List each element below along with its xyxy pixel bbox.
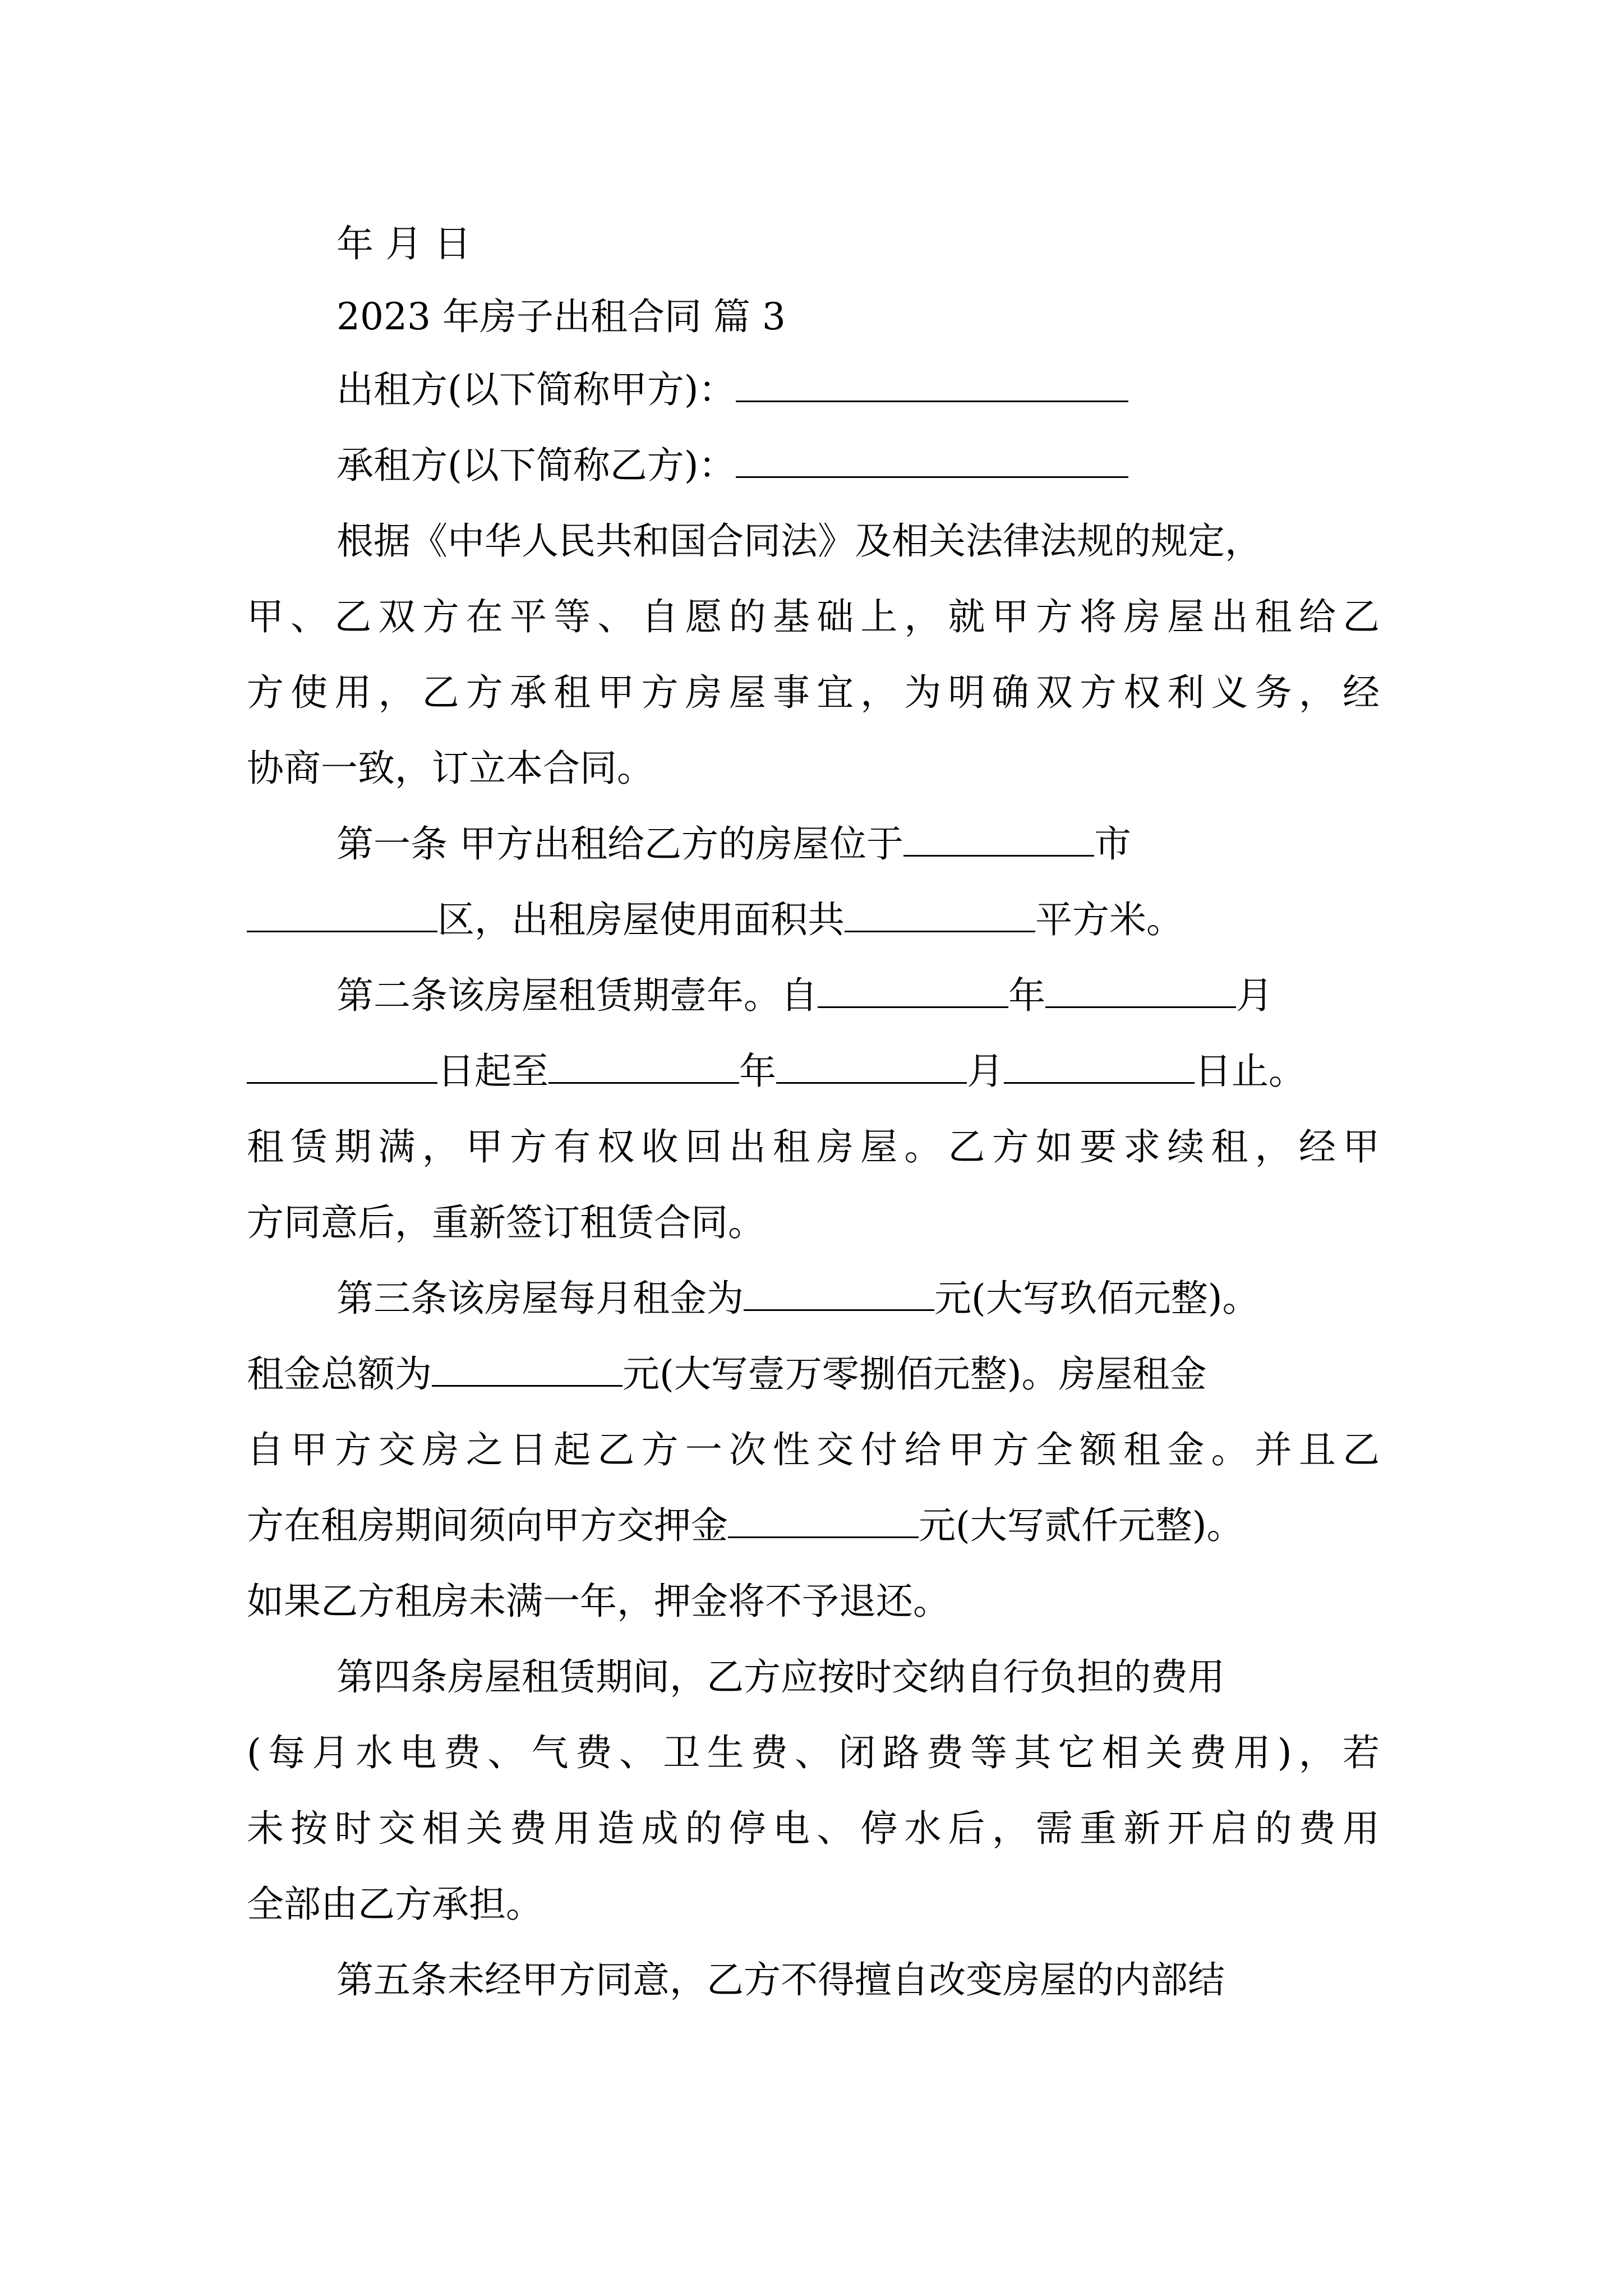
preamble-line-1 [336, 516, 1469, 567]
article-2-text: 第二条该房屋租赁期壹年。自 [336, 974, 818, 1017]
article-4-text: (每月水电费、气费、卫生费、闭路费等其它相关费用)，若 [247, 1731, 1380, 1774]
preamble-line-4 [247, 743, 1380, 794]
lessor-line [336, 365, 1469, 415]
article-2-line-3 [247, 1122, 1380, 1172]
lessor-label: 出租方(以下简称甲方)： [336, 368, 736, 411]
area-blank [845, 897, 1035, 932]
district-blank [247, 897, 437, 932]
preamble-line-2 [247, 592, 1380, 642]
article-4-line-3 [247, 1803, 1380, 1854]
end-day-blank [1004, 1048, 1195, 1084]
article-3-line-1 [336, 1273, 1469, 1324]
area-unit: 平方米。 [1035, 898, 1183, 941]
article-4-line-2 [247, 1728, 1380, 1778]
article-2-line-1 [336, 970, 1469, 1021]
preamble-text: 方使用，乙方承租甲方房屋事宜，为明确双方权利义务，经 [247, 671, 1380, 714]
end-month-blank [776, 1048, 967, 1084]
article-5-text: 第五条未经甲方同意，乙方不得擅自改变房屋的内部结 [336, 1958, 1225, 2001]
date-text: 年 月 日 [336, 222, 471, 265]
monthly-rent-blank [744, 1276, 934, 1311]
end-year-blank [548, 1048, 739, 1084]
article-3-text: 自甲方交房之日起乙方一次性交付给甲方全额租金。并且乙 [247, 1428, 1380, 1471]
article-1-line-1 [336, 819, 1368, 869]
city-label: 市 [1094, 822, 1131, 866]
from-label: 日起至 [437, 1050, 548, 1093]
article-3-text: 第三条该房屋每月租金为 [336, 1277, 744, 1320]
article-2-line-4 [247, 1198, 1380, 1248]
article-5-line-1 [336, 1955, 1469, 2005]
total-rent-words: 元(大写壹万零捌佰元整)。房屋租金 [623, 1352, 1207, 1396]
lessor-blank [736, 367, 1128, 402]
article-3-line-2 [247, 1349, 1380, 1400]
lessee-label: 承租方(以下简称乙方)： [336, 444, 736, 487]
deposit-blank [728, 1503, 919, 1538]
end-label: 日止。 [1195, 1050, 1306, 1093]
article-4-line-4 [247, 1879, 1380, 1930]
start-year-blank [818, 973, 1008, 1008]
title-text: 2023 年房子出租合同 篇 3 [336, 295, 786, 338]
article-4-text: 第四条房屋租赁期间，乙方应按时交纳自行负担的费用 [336, 1655, 1225, 1699]
article-1-text: 第一条 甲方出租给乙方的房屋位于 [336, 822, 903, 866]
article-2-line-2 [247, 1046, 1380, 1097]
year-label: 年 [739, 1050, 776, 1093]
article-3-text: 如果乙方租房未满一年，押金将不予退还。 [247, 1580, 950, 1623]
article-2-text: 租赁期满，甲方有权收回出租房屋。乙方如要求续租，经甲 [247, 1125, 1380, 1168]
article-3-line-3 [247, 1425, 1380, 1475]
preamble-line-3 [247, 668, 1380, 718]
lessee-line [336, 440, 1469, 491]
article-1-line-2 [247, 895, 1380, 945]
article-3-line-4 [247, 1501, 1380, 1551]
month-label: 月 [1236, 974, 1273, 1017]
total-rent-blank [432, 1351, 623, 1387]
article-2-text: 方同意后，重新签订租赁合同。 [247, 1201, 765, 1244]
preamble-text: 协商一致，订立本合同。 [247, 747, 654, 790]
contract-title [336, 292, 1469, 342]
preamble-text: 根据《中华人民共和国合同法》及相关法律法规的规定， [336, 519, 1262, 563]
article-4-text: 未按时交相关费用造成的停电、停水后，需重新开启的费用 [247, 1807, 1380, 1850]
lessee-blank [736, 443, 1128, 478]
date-line [336, 219, 1469, 269]
article-4-line-1 [336, 1652, 1469, 1703]
city-blank [903, 821, 1094, 857]
deposit-label: 方在租房期间须向甲方交押金 [247, 1504, 728, 1547]
start-month-blank [1045, 973, 1236, 1008]
monthly-rent-words: 元(大写玖佰元整)。 [934, 1277, 1260, 1320]
article-1-area-text: 区，出租房屋使用面积共 [437, 898, 845, 941]
start-day-blank [247, 1048, 437, 1084]
article-4-text: 全部由乙方承担。 [247, 1883, 543, 1926]
preamble-text: 甲、乙双方在平等、自愿的基础上，就甲方将房屋出租给乙 [247, 595, 1380, 638]
total-rent-label: 租金总额为 [247, 1352, 432, 1396]
deposit-words: 元(大写贰仟元整)。 [919, 1504, 1244, 1547]
year-label: 年 [1008, 974, 1045, 1017]
article-3-line-5 [247, 1576, 1380, 1627]
month-label: 月 [967, 1050, 1004, 1093]
